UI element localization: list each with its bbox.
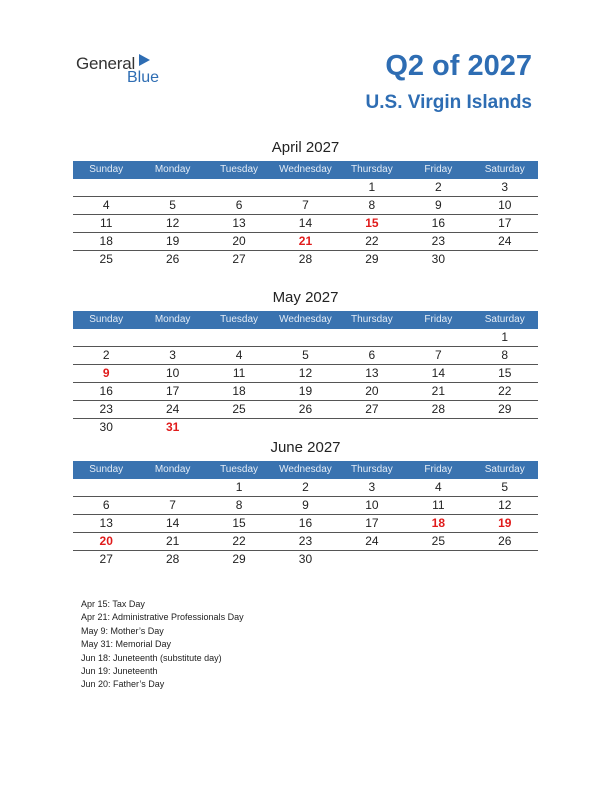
- date-cell: 28: [431, 402, 445, 416]
- date-cell: 2: [102, 348, 110, 362]
- date-cell: 14: [298, 216, 313, 230]
- date-cell: 22: [498, 384, 512, 398]
- date-cell: 29: [232, 552, 246, 566]
- date-cell: 22: [365, 234, 379, 248]
- holiday-note: Jun 18: Juneteenth (substitute day): [81, 652, 222, 663]
- weekday-label: Wednesday: [279, 314, 332, 325]
- weekday-label: Thursday: [351, 164, 393, 175]
- date-cell: [73, 329, 139, 346]
- date-cell: 12: [165, 216, 180, 230]
- weekday-header-row: [73, 311, 538, 329]
- month-title: June 2027: [270, 439, 341, 456]
- weekday-label: Friday: [424, 314, 453, 325]
- date-cell: 10: [165, 366, 180, 380]
- date-cell: [139, 479, 205, 496]
- holiday-note: Jun 20: Father’s Day: [81, 679, 165, 690]
- date-cell: 21: [165, 534, 180, 548]
- week-row: [73, 419, 538, 436]
- date-cell: [206, 179, 272, 196]
- week-row: [73, 497, 538, 515]
- weekday-label: Saturday: [484, 464, 525, 475]
- weekday-label: Tuesday: [220, 164, 259, 175]
- week-row: [73, 197, 538, 215]
- date-cell: 13: [99, 516, 113, 530]
- weekday-label: Saturday: [484, 164, 525, 175]
- date-cell: 28: [165, 552, 180, 566]
- date-cell: 30: [99, 420, 113, 434]
- weekday-label: Friday: [424, 464, 453, 475]
- date-cell: 9: [302, 498, 309, 512]
- date-cell: 4: [235, 348, 243, 362]
- date-cell: 13: [365, 366, 379, 380]
- date-cell: 23: [431, 234, 445, 248]
- weekday-label: Tuesday: [220, 314, 259, 325]
- date-cell: 22: [232, 534, 246, 548]
- date-cell: [272, 419, 338, 436]
- holiday-note: Jun 19: Juneteenth: [81, 666, 158, 677]
- date-cell: 17: [498, 216, 512, 230]
- date-cell: 11: [432, 498, 445, 512]
- date-cell: 14: [431, 366, 445, 380]
- date-cell: [339, 329, 405, 346]
- date-cell: 11: [99, 216, 113, 230]
- holiday-note: Apr 21: Administrative Professionals Day: [81, 612, 244, 623]
- week-row: [73, 347, 538, 365]
- date-cell: [206, 419, 272, 436]
- date-cell: 24: [498, 234, 512, 248]
- date-cell: 5: [302, 348, 309, 362]
- weekday-label: Monday: [154, 164, 191, 175]
- week-row: [73, 329, 538, 347]
- week-row: [73, 179, 538, 197]
- date-cell: 27: [99, 552, 113, 566]
- date-cell: 27: [232, 252, 246, 266]
- date-cell: 24: [165, 402, 180, 416]
- weekday-label: Tuesday: [220, 464, 259, 475]
- logo-word-general: General: [76, 54, 136, 73]
- date-cell: 29: [498, 402, 512, 416]
- month-calendar-june: [73, 439, 538, 568]
- week-row: [73, 383, 538, 401]
- date-cell: 26: [165, 252, 180, 266]
- date-cell: 28: [298, 252, 313, 266]
- week-row: [73, 551, 538, 568]
- date-cell: 18: [232, 384, 246, 398]
- date-cell: [339, 551, 405, 568]
- date-cell: 24: [365, 534, 379, 548]
- date-cell: [405, 329, 471, 346]
- date-cell: [73, 479, 139, 496]
- weekday-header-row: [73, 161, 538, 179]
- weekday-label: Saturday: [484, 314, 525, 325]
- date-cell: 8: [501, 348, 509, 362]
- date-cell: 19: [165, 234, 180, 248]
- date-cell: [139, 179, 205, 196]
- page-subtitle: U.S. Virgin Islands: [365, 92, 532, 113]
- date-cell: 16: [298, 516, 313, 530]
- date-cell: 1: [501, 330, 509, 344]
- date-cell: 21: [431, 384, 445, 398]
- date-cell: 10: [498, 198, 512, 212]
- date-cell: 23: [298, 534, 313, 548]
- date-cell: 19: [298, 384, 313, 398]
- date-cell: [73, 179, 139, 196]
- date-cell: 30: [298, 552, 313, 566]
- date-cell: 23: [99, 402, 113, 416]
- date-cell: 16: [431, 216, 445, 230]
- date-cell: 12: [298, 366, 313, 380]
- date-cell: 16: [99, 384, 113, 398]
- week-row: [73, 401, 538, 419]
- date-cell: 7: [169, 498, 176, 512]
- date-cell: 26: [498, 534, 512, 548]
- holiday-date-cell: 21: [298, 234, 313, 248]
- generalblue-logo: [76, 52, 176, 92]
- weekday-label: Wednesday: [279, 164, 332, 175]
- date-cell: 2: [302, 480, 309, 494]
- week-row: [73, 479, 538, 497]
- holiday-notes: [81, 598, 244, 692]
- date-cell: 6: [368, 348, 376, 362]
- date-cell: 12: [498, 498, 512, 512]
- date-cell: 7: [302, 198, 309, 212]
- month-title: April 2027: [271, 139, 340, 156]
- weekday-label: Thursday: [351, 464, 393, 475]
- month-calendar-april: [73, 139, 538, 268]
- date-cell: [272, 179, 338, 196]
- date-cell: 25: [99, 252, 113, 266]
- holiday-date-cell: 15: [365, 216, 379, 230]
- date-cell: [472, 251, 538, 268]
- weekday-label: Friday: [424, 164, 453, 175]
- week-row: [73, 515, 538, 533]
- date-cell: 25: [431, 534, 445, 548]
- date-cell: 6: [235, 198, 243, 212]
- date-cell: 6: [102, 498, 110, 512]
- month-calendar-may: [73, 289, 538, 436]
- date-cell: 9: [434, 198, 442, 212]
- date-cell: 8: [235, 498, 243, 512]
- date-cell: 20: [365, 384, 379, 398]
- weekday-label: Wednesday: [279, 464, 332, 475]
- holiday-date-cell: 19: [498, 516, 512, 530]
- weekday-label: Monday: [154, 314, 191, 325]
- date-cell: [272, 329, 338, 346]
- date-cell: 5: [501, 480, 509, 494]
- holiday-date-cell: 31: [165, 420, 180, 434]
- holiday-date-cell: 20: [99, 534, 113, 548]
- date-cell: [472, 419, 538, 436]
- date-cell: 15: [498, 366, 512, 380]
- week-row: [73, 215, 538, 233]
- date-cell: 11: [232, 366, 246, 380]
- date-cell: 29: [365, 252, 379, 266]
- week-row: [73, 233, 538, 251]
- date-cell: 5: [169, 198, 176, 212]
- logo-flag-icon: [139, 54, 150, 66]
- date-cell: 4: [102, 198, 110, 212]
- holiday-date-cell: 18: [431, 516, 445, 530]
- weekday-header-row: [73, 461, 538, 479]
- date-cell: [472, 551, 538, 568]
- date-cell: 2: [434, 180, 442, 194]
- date-cell: 1: [235, 480, 243, 494]
- date-cell: [405, 419, 471, 436]
- date-cell: 18: [99, 234, 113, 248]
- week-row: [73, 251, 538, 268]
- week-row: [73, 533, 538, 551]
- holiday-note: May 9: Mother’s Day: [81, 625, 164, 636]
- holiday-note: Apr 15: Tax Day: [81, 599, 145, 609]
- date-cell: 13: [232, 216, 246, 230]
- date-cell: 10: [365, 498, 379, 512]
- date-cell: 4: [434, 480, 442, 494]
- page-title: Q2 of 2027: [385, 50, 532, 82]
- weekday-label: Monday: [154, 464, 191, 475]
- date-cell: 25: [232, 402, 246, 416]
- date-cell: 17: [365, 516, 379, 530]
- weekday-label: Sunday: [89, 314, 124, 325]
- month-title: May 2027: [272, 289, 339, 306]
- date-cell: 26: [298, 402, 313, 416]
- weekday-label: Sunday: [89, 464, 124, 475]
- weekday-label: Thursday: [351, 314, 393, 325]
- date-cell: 3: [368, 480, 376, 494]
- date-cell: [339, 419, 405, 436]
- date-cell: [139, 329, 205, 346]
- date-cell: 30: [431, 252, 445, 266]
- date-cell: 7: [434, 348, 442, 362]
- logo-word-blue: Blue: [127, 69, 160, 86]
- date-cell: 27: [365, 402, 379, 416]
- holiday-note: May 31: Memorial Day: [81, 639, 172, 650]
- date-cell: 15: [232, 516, 246, 530]
- date-cell: 20: [232, 234, 246, 248]
- date-cell: 1: [368, 180, 376, 194]
- date-cell: 14: [165, 516, 180, 530]
- date-cell: 3: [501, 180, 509, 194]
- date-cell: [206, 329, 272, 346]
- date-cell: 8: [368, 198, 376, 212]
- week-row: [73, 365, 538, 383]
- date-cell: 3: [169, 348, 176, 362]
- weekday-label: Sunday: [89, 164, 124, 175]
- date-cell: 17: [165, 384, 180, 398]
- holiday-date-cell: 9: [102, 366, 110, 380]
- date-cell: [405, 551, 471, 568]
